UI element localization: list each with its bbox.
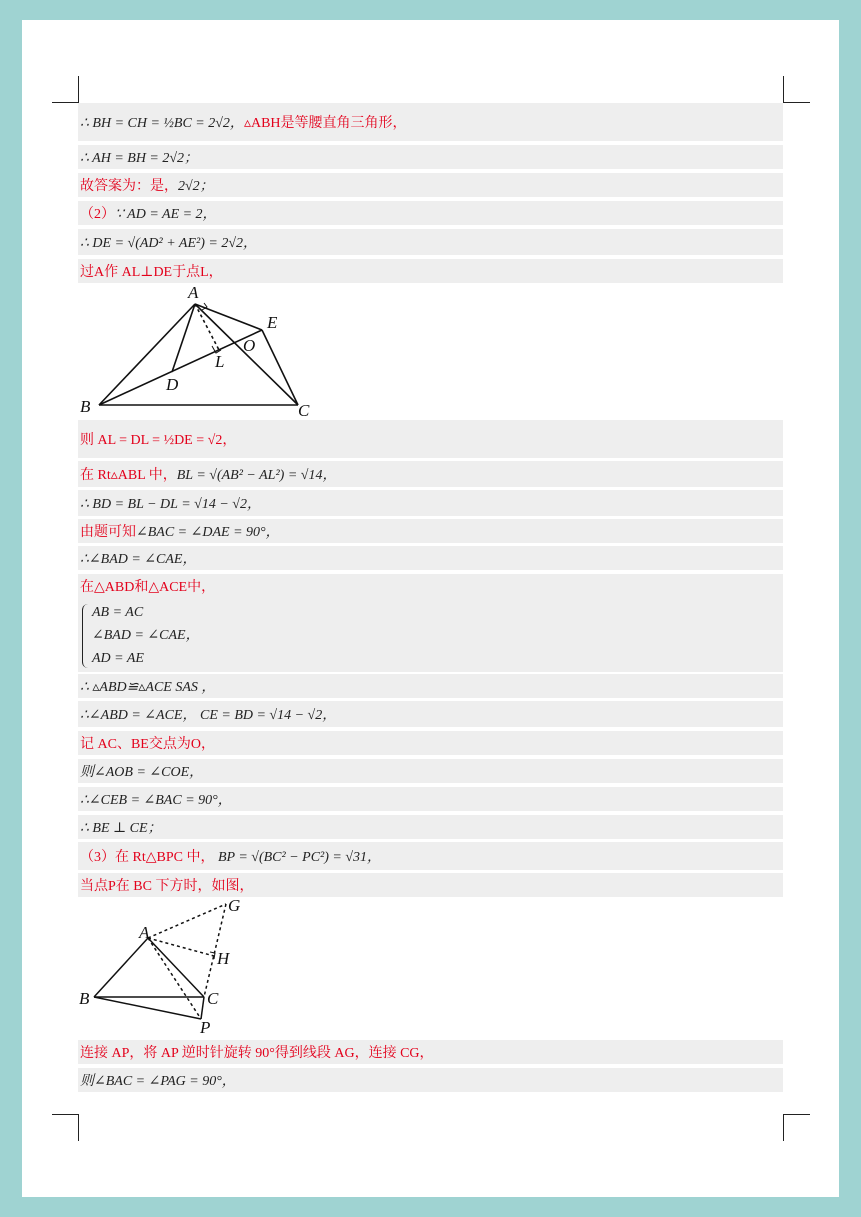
text-line — [78, 461, 783, 487]
line-part: ∴ BE ⊥ CE； — [80, 821, 162, 836]
crop-mark-bottom-right — [783, 1114, 810, 1141]
line-part: ∴ BD = BL − DL = √14 − √2， — [80, 497, 261, 512]
label-c: C — [207, 989, 219, 1008]
segment-ag — [148, 904, 226, 938]
text-line — [78, 731, 783, 755]
line-part: 则∠AOB = ∠COE， — [80, 765, 204, 780]
line-part: 记 AC、BE交点为O， — [80, 737, 215, 752]
system-row: ∠BAD = ∠CAE， — [92, 627, 200, 643]
label-p: P — [200, 1018, 211, 1037]
line-part: 过A作 AL⊥DE于点L， — [80, 265, 223, 280]
line-part: 当点P在 BC 下方时，如图， — [80, 879, 254, 894]
line-part: 在 Rt▵ABL 中， — [80, 468, 177, 483]
system-row: AD = AE — [92, 650, 144, 666]
line-part: CE = BD = √14 − √2， — [196, 708, 337, 723]
segment-al — [195, 304, 219, 350]
text-line — [78, 1068, 783, 1092]
line-part: BL = √(AB² − AL²) = √14， — [176, 468, 337, 483]
label-c: C — [298, 401, 310, 420]
segment-ac — [148, 938, 204, 997]
line-part: 故答案为：是， — [80, 179, 178, 194]
text-line — [78, 815, 783, 839]
line-part: ∵ AD = AE = 2， — [115, 207, 217, 222]
segment-bp — [94, 997, 201, 1019]
label-e: E — [267, 313, 278, 332]
label-o: O — [243, 336, 256, 355]
segment-be — [99, 330, 262, 405]
text-line — [78, 759, 783, 783]
label-l: L — [215, 352, 225, 371]
text-line — [78, 1040, 783, 1064]
text-line — [78, 787, 783, 811]
text-line — [78, 546, 783, 570]
segment-cp — [201, 997, 204, 1019]
line-part: ∴∠BAD = ∠CAE， — [80, 552, 197, 567]
line-part: ▵ABH是等腰直角三角形， — [243, 116, 407, 131]
text-line — [78, 173, 783, 197]
line-part: （3）在 Rt△BPC 中， — [80, 850, 215, 865]
label-b: B — [80, 397, 91, 416]
line-part: 由题可知 — [80, 525, 136, 540]
line-part: ∴∠ABD = ∠ACE， — [80, 708, 197, 723]
line-part: BP = √(BC² − PC²) = √31， — [214, 850, 382, 865]
line-part: ∴ DE = √(AD² + AE²) = 2√2， — [80, 236, 258, 251]
text-line — [78, 103, 783, 141]
segment-ab — [94, 938, 148, 997]
text-line — [78, 420, 783, 458]
crop-mark-bottom-left — [52, 1114, 79, 1141]
line-part: ∴ BH = CH = ½BC = 2√2， — [80, 116, 244, 131]
equation-system — [78, 598, 783, 672]
line-part: 则∠BAC = ∠PAG = 90°， — [80, 1074, 236, 1089]
left-brace — [82, 604, 89, 668]
system-row: AB = AC — [92, 604, 144, 620]
segment-ec — [262, 330, 298, 405]
text-line — [78, 201, 783, 225]
label-g: G — [228, 896, 241, 915]
line-part: ∠BAC = ∠DAE = 90°， — [136, 525, 280, 540]
segment-ap — [148, 938, 201, 1019]
label-b: B — [79, 989, 90, 1008]
line-part: 在△ABD和△ACE中， — [80, 580, 216, 595]
line-part: ∴ ▵ABD≌▵ACE SAS ， — [80, 680, 216, 695]
label-a: A — [139, 923, 150, 942]
crop-mark-top-left — [52, 76, 79, 103]
line-part: ∴ AH = BH = 2√2； — [80, 151, 199, 166]
label-h: H — [217, 949, 230, 968]
text-line — [78, 574, 783, 598]
line-part: 2√2； — [178, 179, 214, 194]
text-line — [78, 873, 783, 897]
line-part: 连接 AP，将 AP 逆时针旋转 90°得到线段 AG，连接 CG， — [80, 1046, 434, 1061]
text-line — [78, 259, 783, 283]
line-part: ∴∠CEB = ∠BAC = 90°， — [80, 793, 232, 808]
label-d: D — [166, 375, 179, 394]
label-a: A — [188, 284, 199, 302]
text-line — [78, 229, 783, 255]
text-line — [78, 674, 783, 698]
geometry-figure-1 — [76, 284, 326, 420]
text-line — [78, 145, 783, 169]
line-part: 则 AL = DL = ½DE = √2， — [80, 433, 237, 448]
text-line — [78, 701, 783, 727]
text-line — [78, 490, 783, 516]
text-line — [78, 842, 783, 870]
segment-ab — [99, 304, 195, 405]
geometry-figure-2 — [76, 896, 266, 1038]
line-part: （2） — [80, 207, 115, 222]
crop-mark-top-right — [783, 76, 810, 103]
text-line — [78, 519, 783, 543]
